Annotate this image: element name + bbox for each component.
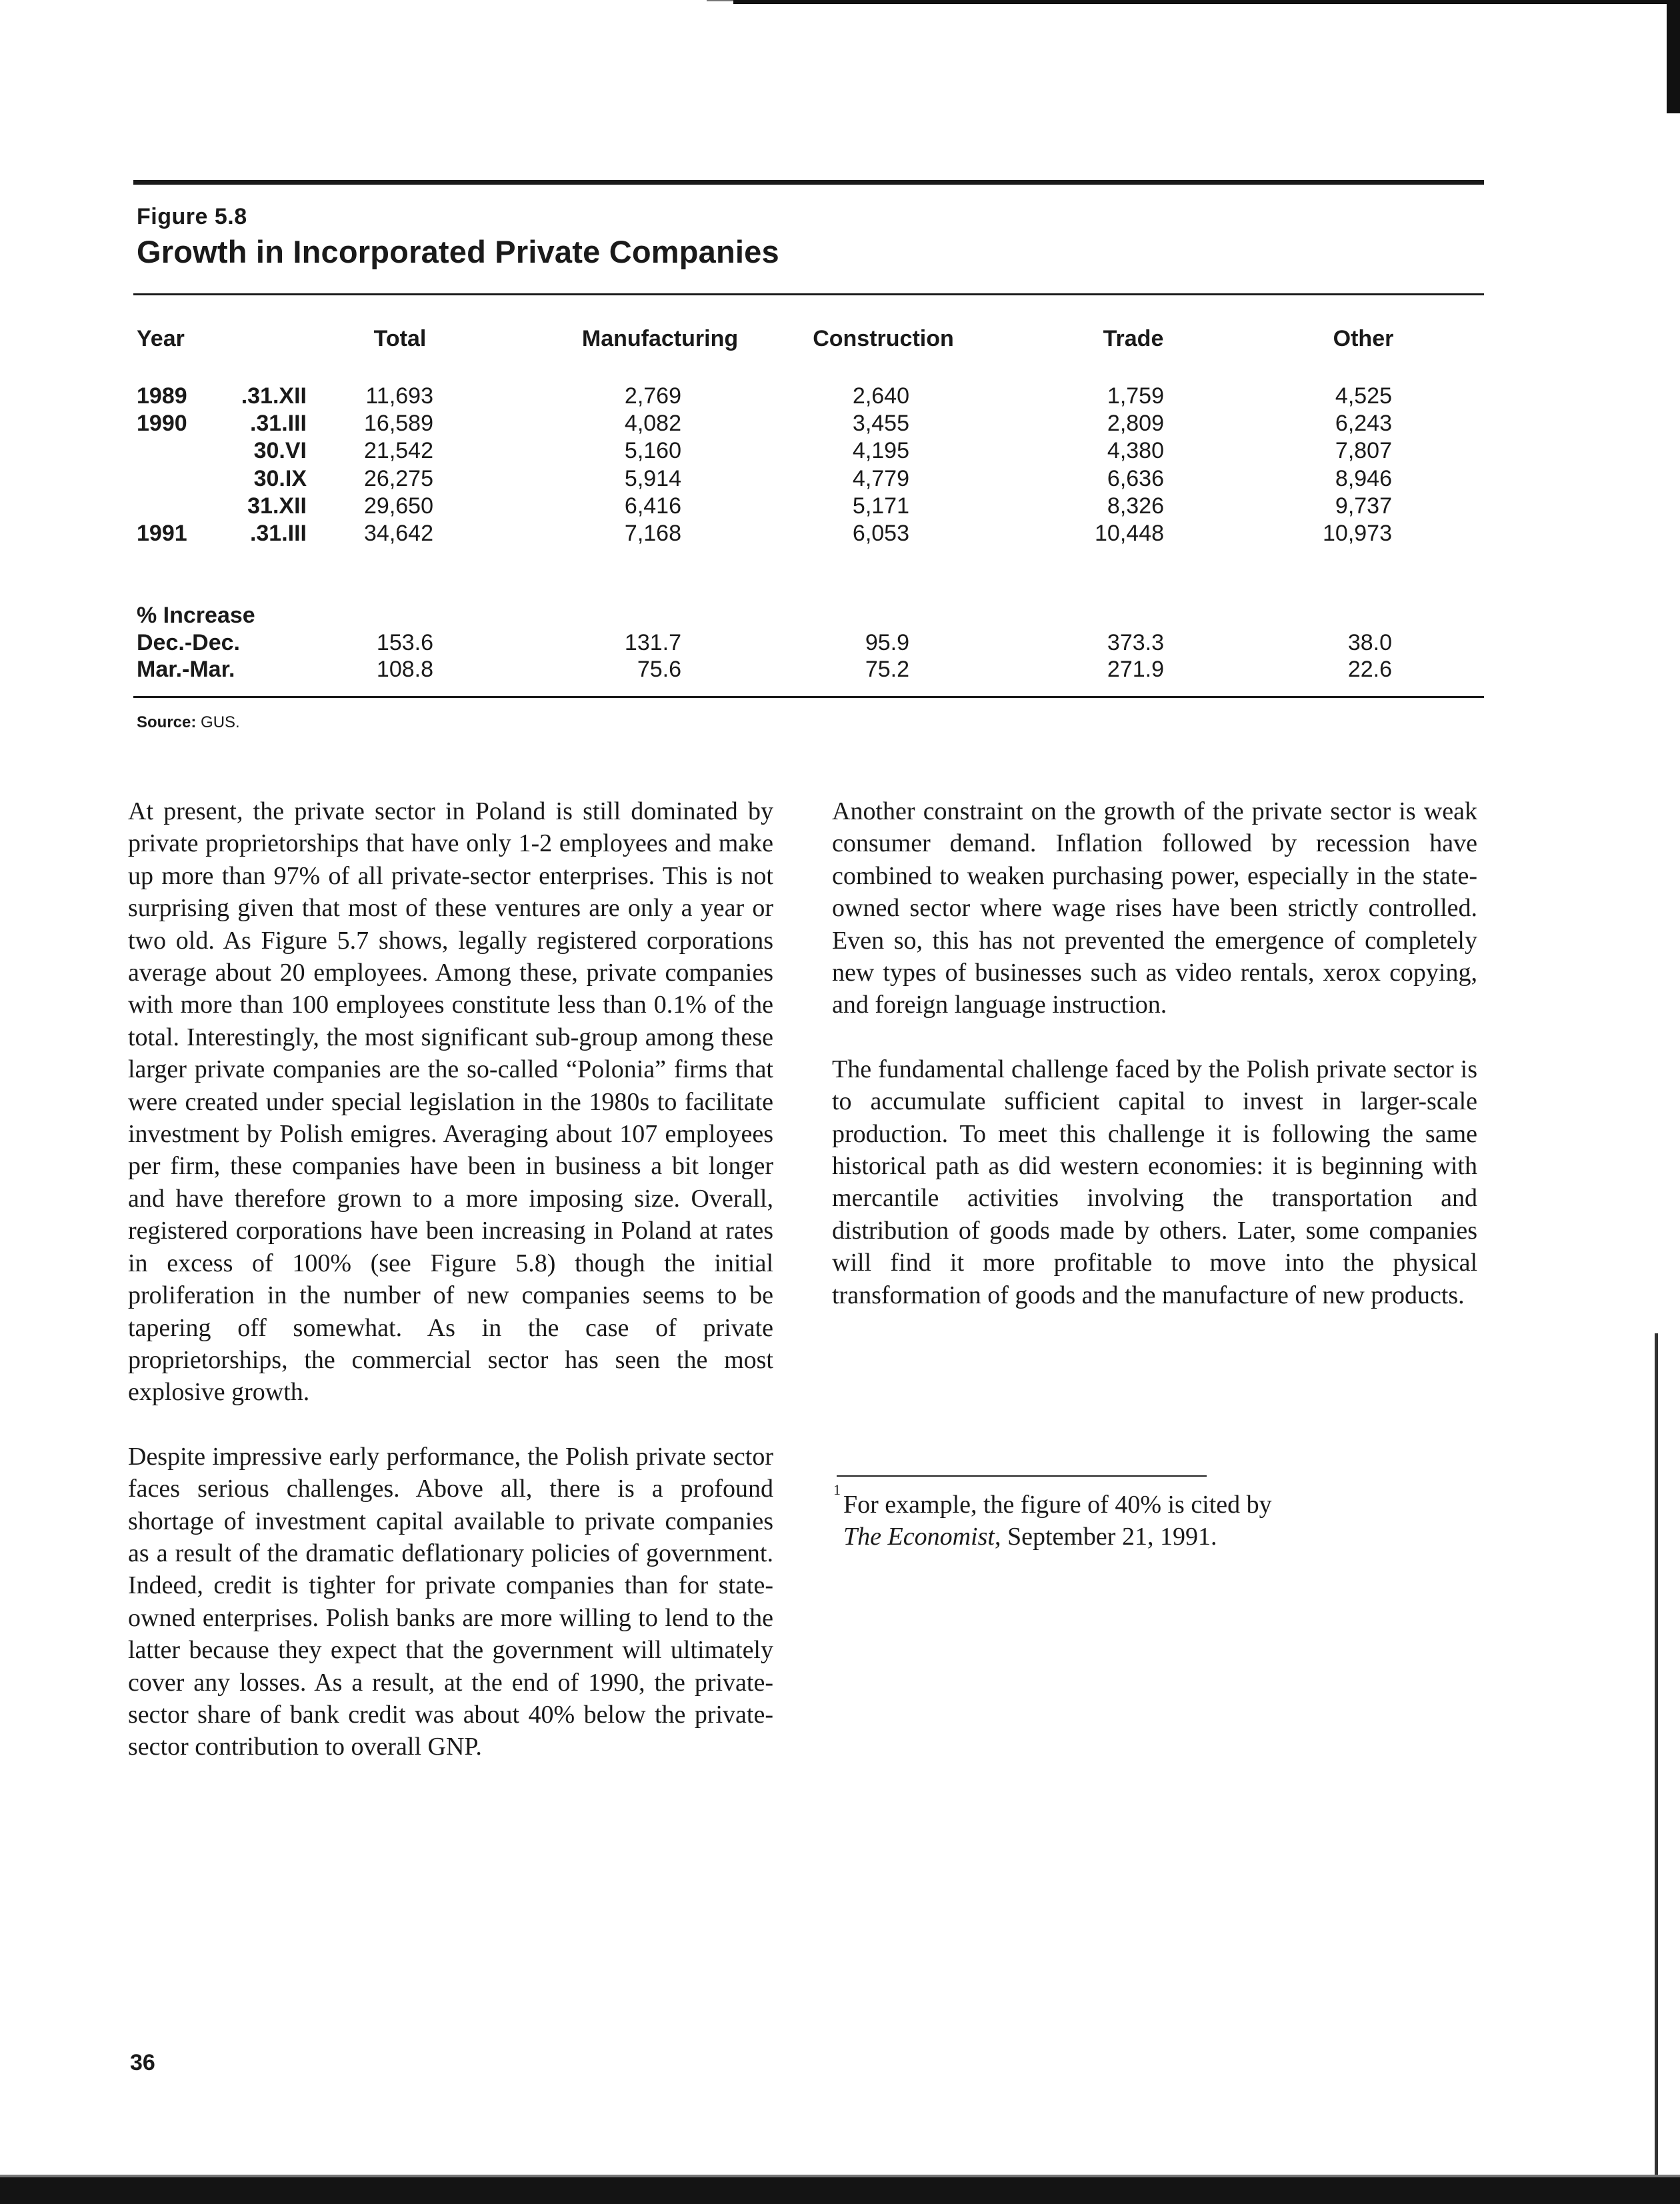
scan-edge <box>1667 0 1680 113</box>
table-cell: 2,640 <box>852 383 909 409</box>
footnote-publication: The Economist <box>843 1523 995 1551</box>
table-cell: 271.9 <box>1107 657 1164 682</box>
table-cell: 2,769 <box>624 383 681 409</box>
row-year: 1991 <box>137 521 187 546</box>
figure-source <box>137 713 240 732</box>
table-cell: 4,525 <box>1335 383 1392 409</box>
table-cell: 108.8 <box>376 657 433 682</box>
scan-edge <box>0 2177 1680 2204</box>
column-header-total: Total <box>373 326 427 351</box>
table-cell: 26,275 <box>364 465 433 491</box>
table-cell: 16,589 <box>364 411 433 437</box>
row-year: 1989 <box>137 383 187 409</box>
scan-edge <box>1655 1333 1658 2200</box>
paragraph: Despite impressive early performance, the Polish private sector faces serious challenges. Above all, there is a profound shortage of investment capital available to private companies as a result of the dramatic deflationary policies of government. Indeed, credit is tighter for private companies than for state-owned enterprises. Polish banks are more willing to lend to the latter because they expect that the government will ultimately cover any losses. As a result, at the end of 1990, the private-sector share of bank credit was about 40% below the private-sector contribution to overall GNP. <box>128 1442 773 1761</box>
source-label: Source: <box>137 713 197 731</box>
body-column-right <box>832 795 1477 1311</box>
table-cell: 153.6 <box>376 630 433 655</box>
column-header-other: Other <box>1333 326 1394 351</box>
table-cell: 75.6 <box>637 657 681 682</box>
table-cell: 75.2 <box>865 657 909 682</box>
table-cell: 4,195 <box>852 438 909 464</box>
paragraph: The fundamental challenge faced by the Polish private sector is to accumulate sufficient capital to invest in larger-scale production. To meet this challenge it is following the same historical path as did western economies: it is beginning with mercantile activities involving the transportation and distribution of goods made by others. Later, some companies will find it more profitable to move into the physical transformation of goods and the manufacture of new products. <box>832 1055 1477 1309</box>
table-cell: 3,455 <box>852 411 909 437</box>
footnote-date: , September 21, 1991. <box>994 1523 1217 1551</box>
table-cell: 6,053 <box>852 521 909 546</box>
figure-bottom-rule <box>133 696 1484 698</box>
table-cell: 10,448 <box>1095 521 1164 546</box>
body-column-left <box>128 795 773 1763</box>
row-period: .31.III <box>249 411 307 437</box>
scan-edge <box>733 0 1680 4</box>
source-text: GUS. <box>201 713 240 731</box>
footnote-rule <box>837 1475 1207 1477</box>
table-cell: 9,737 <box>1335 493 1392 519</box>
table-cell: 4,082 <box>624 411 681 437</box>
row-period: .31.III <box>249 521 307 546</box>
row-period: .31.XII <box>241 383 307 409</box>
column-header-trade: Trade <box>1103 326 1164 351</box>
column-header-construction: Construction <box>813 326 954 351</box>
table-cell: 7,807 <box>1335 438 1392 464</box>
footnote-marker: 1 <box>833 1481 841 1498</box>
table-cell: 95.9 <box>865 630 909 655</box>
table-cell: 2,809 <box>1107 411 1164 437</box>
row-period: 30.IX <box>253 465 307 491</box>
table-cell: 22.6 <box>1347 657 1392 682</box>
table-cell: 11,693 <box>365 383 433 409</box>
table-cell: 7,168 <box>624 521 681 546</box>
table-cell: 373.3 <box>1107 630 1164 655</box>
table-cell: 29,650 <box>364 493 433 519</box>
row-year: 1990 <box>137 411 187 437</box>
paragraph: At present, the private sector in Poland is still dominated by private proprietorships that have only 1-2 employees and make up more than 97% of all private-sector enterprises. This is not surprising given that most of these ventures are only a year or two old. As Figure 5.7 shows, legally registered corporations average about 20 employees. Among these, private companies with more than 100 employees constitute less than 0.1% of the total. Interestingly, the most significant sub-group among these larger private companies are the so-called “Polonia” firms that were created under special legislation in the 1980s to facilitate investment by Polish emigres. Averaging about 107 employees per firm, these companies have been in business a bit longer and have therefore grown to a more imposing size. Overall, registered corporations have been increasing in Poland at rates in excess of 100% (see Figure 5.8) though the initial proliferation in the number of new companies seems to be tapering off somewhat. As in the case of private proprietorships, the commercial sector has seen the most explosive growth. <box>128 797 773 1407</box>
table-cell: 131.7 <box>624 630 681 655</box>
table-cell: 21,542 <box>364 438 433 464</box>
table-cell: 34,642 <box>364 521 433 546</box>
table-cell: 4,380 <box>1107 438 1164 464</box>
figure-top-rule <box>133 180 1484 185</box>
column-header-manufacturing: Manufacturing <box>581 326 739 351</box>
increase-row-label: Dec.-Dec. <box>137 630 240 655</box>
table-cell: 6,416 <box>624 493 681 519</box>
increase-row-label: Mar.-Mar. <box>137 657 235 682</box>
table-cell: 6,636 <box>1107 465 1164 491</box>
footnote-text: For example, the figure of 40% is cited by <box>843 1491 1272 1519</box>
footnote <box>843 1489 1443 1553</box>
table-cell: 5,160 <box>624 438 681 464</box>
page-number: 36 <box>130 2050 155 2075</box>
table-cell: 5,914 <box>624 465 681 491</box>
table-cell: 8,326 <box>1107 493 1164 519</box>
paragraph: Another constraint on the growth of the private sector is weak consumer demand. Inflation followed by recession have combined to weaken purchasing power, especially in the state-owned sector where wage rises have been strictly controlled. Even so, this has not prevented the emergence of completely new types of businesses such as video rentals, xerox copying, and foreign language instruction. <box>832 797 1477 1019</box>
row-period: 31.XII <box>247 493 307 519</box>
table-cell: 38.0 <box>1347 630 1392 655</box>
table-cell: 10,973 <box>1323 521 1392 546</box>
table-cell: 6,243 <box>1335 411 1392 437</box>
row-period: 30.VI <box>253 438 307 464</box>
increase-heading: % Increase <box>137 603 255 628</box>
figure-label: Figure 5.8 <box>137 204 247 229</box>
figure-title: Growth in Incorporated Private Companies <box>137 234 779 269</box>
column-header-year: Year <box>137 326 185 351</box>
table-cell: 8,946 <box>1335 465 1392 491</box>
table-cell: 4,779 <box>852 465 909 491</box>
table-cell: 5,171 <box>852 493 909 519</box>
figure-header-rule <box>133 293 1484 295</box>
table-cell: 1,759 <box>1107 383 1164 409</box>
